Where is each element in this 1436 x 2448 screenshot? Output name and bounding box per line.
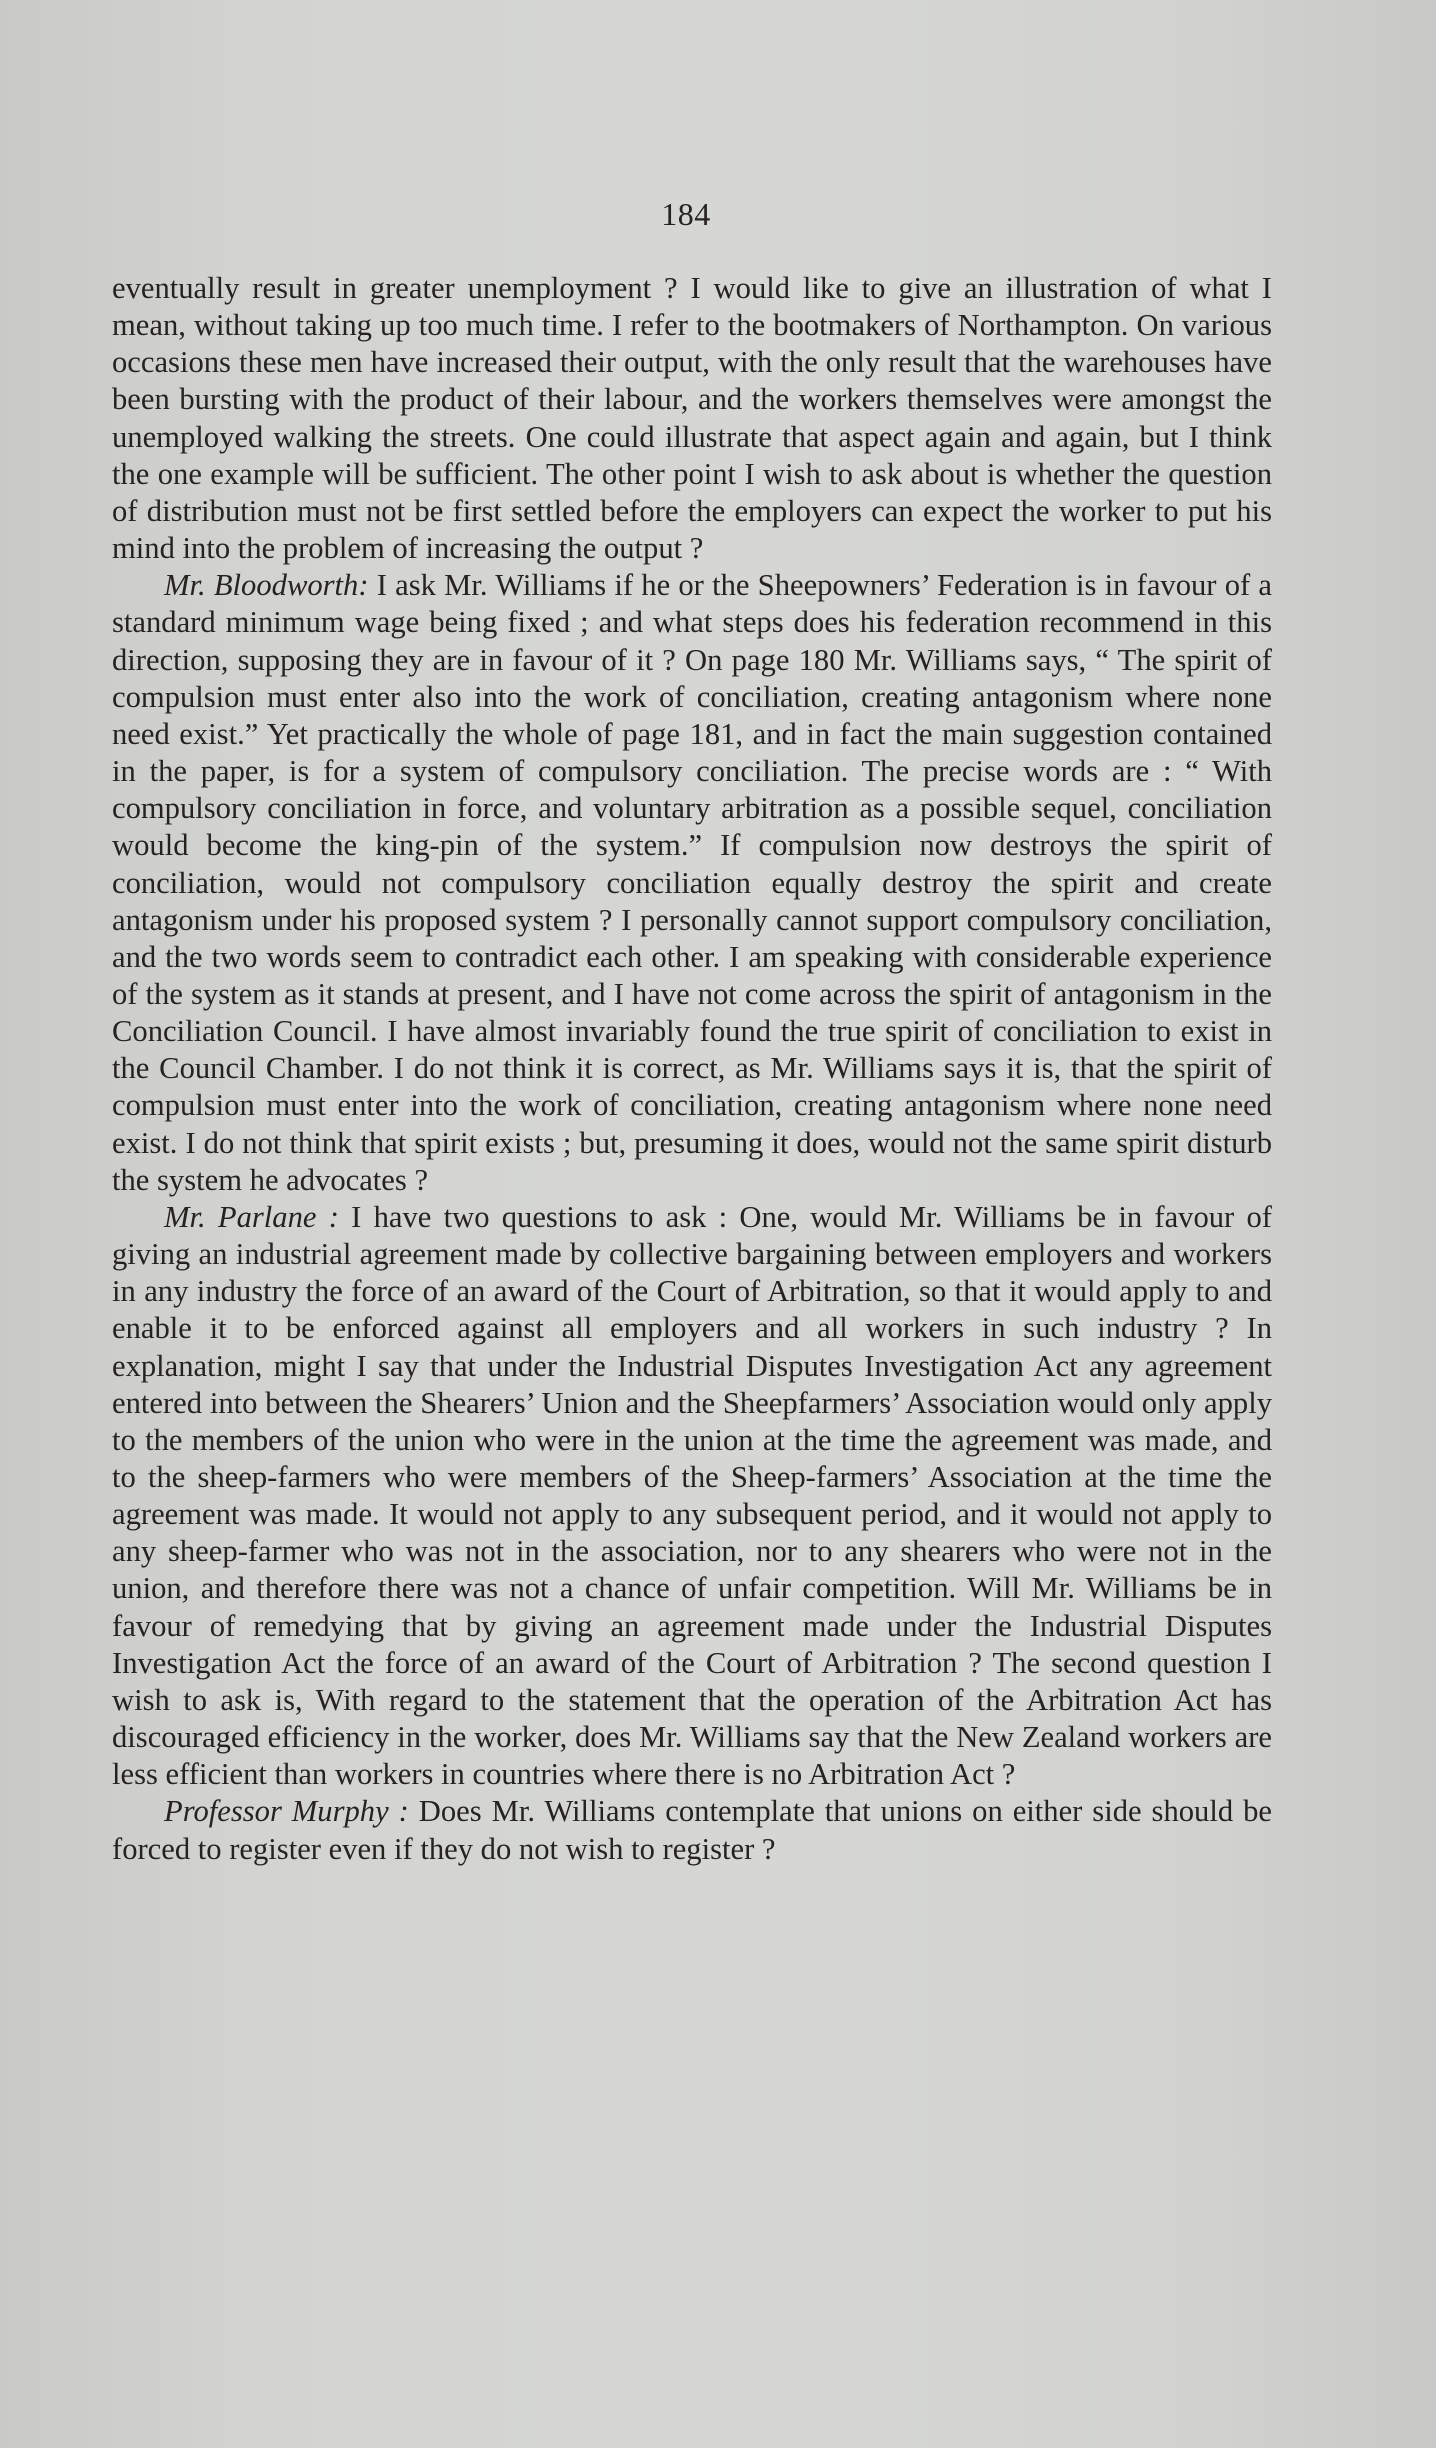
speaker-name: Professor Murphy :: [164, 1794, 409, 1829]
paragraph-text: I ask Mr. Williams if he or the Sheepowners’ Federation is in favour of a standard minimum wage being fixed ; and what steps does his federation recommend in this direction, supposing they are in favour of it ? On page 180 Mr. Williams says, “ The spirit of compulsion must enter also into the work of conciliation, creating antagonism where none need exist.” Yet practically the whole of page 181, and in fact the main suggestion contained in the paper, is for a system of compulsory conciliation. The precise words are : “ With compulsory conciliation in force, and voluntary arbitration as a possible sequel, conciliation would become the king-pin of the system.” If compulsion now destroys the spirit of conciliation, would not compulsory conciliation equally destroy the spirit and create antagonism under his proposed system ? I personally cannot support compulsory conciliation, and the two words seem to contradict each other. I am speaking with considerable experience of the system as it stands at present, and I have not come across the spirit of antagonism in the Conciliation Council. I have almost invariably found the true spirit of conciliation to exist in the Council Chamber. I do not think it is correct, as Mr. Williams says it is, that the spirit of compulsion must enter into the work of conciliation, creating antagonism where none need exist. I do not think that spirit exists ; but, presuming it does, would not the same spirit disturb the system he advocates ?: [112, 568, 1272, 1197]
body-text: [112, 270, 1272, 1868]
paragraph-murphy: [112, 1793, 1272, 1867]
paragraph-text: Does Mr. Williams contemplate that unions on either side should be forced to register even if they do not wish to register ?: [112, 1794, 1272, 1866]
paragraph-continuation: [112, 270, 1272, 567]
page-number: 184: [661, 196, 711, 232]
speaker-name: Mr. Parlane :: [164, 1199, 339, 1234]
speaker-name: Mr. Bloodworth:: [164, 568, 369, 603]
paragraph-bloodworth: [112, 567, 1272, 1199]
paragraph-parlane: [112, 1199, 1272, 1794]
paragraph-text: eventually result in greater unemployment ? I would like to give an illustration of what I mean, without taking up too much time. I refer to the bootmakers of Northampton. On various occasions these men have increased their output, with the only result that the warehouses have been bursting with the product of their labour, and the workers themselves were amongst the unemployed walking the streets. One could illustrate that aspect again and again, but I think the one example will be sufficient. The other point I wish to ask about is whether the question of distribution must not be first settled before the employers can expect the worker to put his mind into the problem of increasing the output ?: [112, 271, 1272, 566]
paragraph-text: I have two questions to ask : One, would Mr. Williams be in favour of giving an industrial agreement made by collective bargaining between employers and workers in any industry the force of an award of the Court of Arbitration, so that it would apply to and enable it to be enforced against all employers and all workers in such industry ? In explanation, might I say that under the Industrial Disputes Investigation Act any agreement entered into between the Shearers’ Union and the Sheepfarmers’ Association would only apply to the members of the union who were in the union at the time the agreement was made, and to the sheep-farmers who were members of the Sheep-farmers’ Association at the time the agreement was made. It would not apply to any subsequent period, and it would not apply to any sheep-farmer who was not in the association, nor to any shearers who were not in the union, and therefore there was not a chance of unfair competition. Will Mr. Williams be in favour of remedying that by giving an agreement made under the Industrial Disputes Investigation Act the force of an award of the Court of Arbitration ? The second question I wish to ask is, With regard to the statement that the operation of the Arbitration Act has discouraged efficiency in the worker, does Mr. Williams say that the New Zealand workers are less efficient than workers in countries where there is no Arbitration Act ?: [112, 1199, 1272, 1792]
